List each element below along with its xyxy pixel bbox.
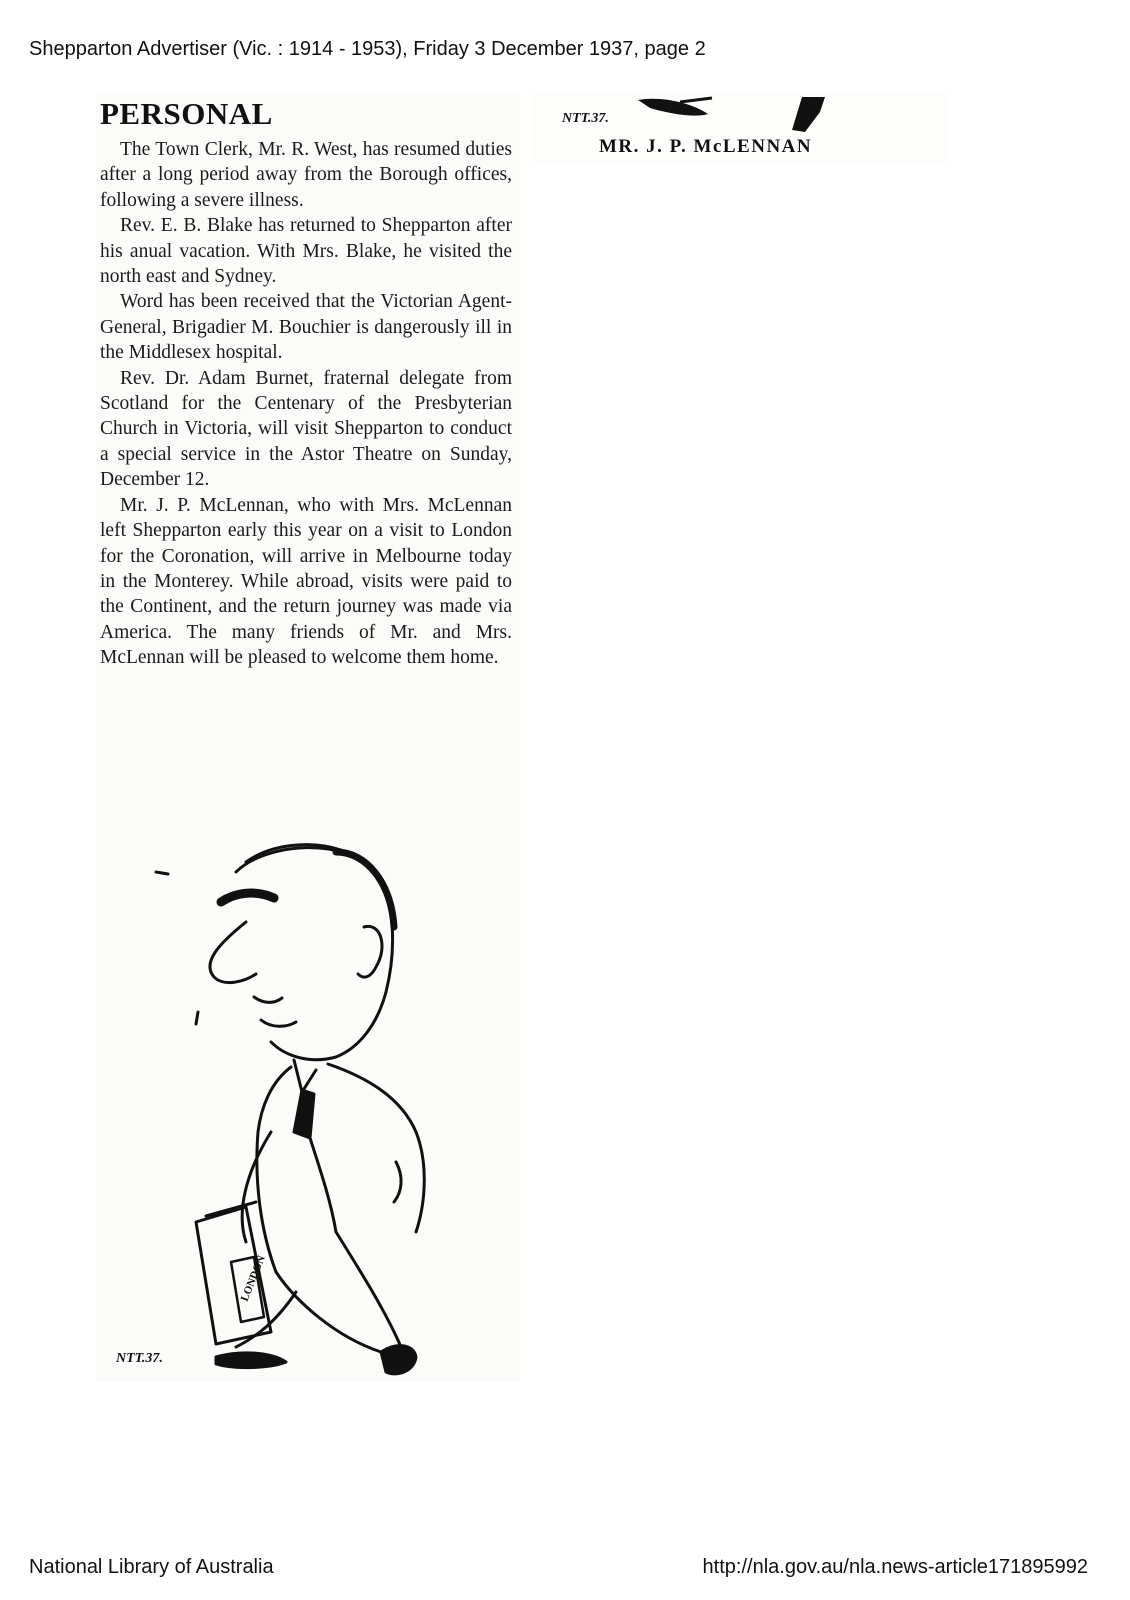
caricature-illustration (96, 832, 520, 1382)
footer-url[interactable]: http://nla.gov.au/nla.news-article171895992 (702, 1556, 1088, 1578)
article-paragraph: Rev. E. B. Blake has returned to Shepparton after his anual vacation. With Mrs. Blake, he visited the north east and Sydney. (100, 215, 512, 288)
caricature-fragment (530, 92, 950, 136)
caricature-caption-clipping (530, 92, 950, 164)
article-paragraph: Mr. J. P. McLennan, who with Mrs. McLennan left Shepparton early this year on a visit to London for the Coronation, will arrive in Melbourne today in the Monterey. While abroad, visits were paid to the Continent, and the return journey was made via America. The many friends of Mr. and Mrs. McLennan will be pleased to welcome them home. (100, 494, 512, 669)
suitcase-label: LONDON (238, 1253, 268, 1304)
caricature-caption: MR. J. P. McLENNAN (599, 136, 813, 157)
newspaper-clipping (96, 92, 520, 1382)
article-paragraph: Rev. Dr. Adam Burnet, fraternal delegate from Scotland for the Centenary of the Presbyterian Church in Victoria, will visit Shepparton to conduct a special service in the Astor Theatre on Sunday, December 12. (100, 367, 512, 491)
side-artist-signature: NTT.37. (562, 111, 609, 126)
article-headline: PERSONAL (100, 96, 273, 131)
article-paragraph: Word has been received that the Victorian Agent-General, Brigadier M. Bouchier is dangerously ill in the Middlesex hospital. (100, 291, 512, 364)
footer-source: National Library of Australia (29, 1556, 274, 1578)
article-paragraph: The Town Clerk, Mr. R. West, has resumed duties after a long period away from the Borough offices, following a severe illness. (100, 139, 512, 211)
article-body (100, 137, 512, 671)
page-header: Shepparton Advertiser (Vic. : 1914 - 1953), Friday 3 December 1937, page 2 (29, 38, 706, 60)
artist-signature: NTT.37. (116, 1351, 163, 1366)
